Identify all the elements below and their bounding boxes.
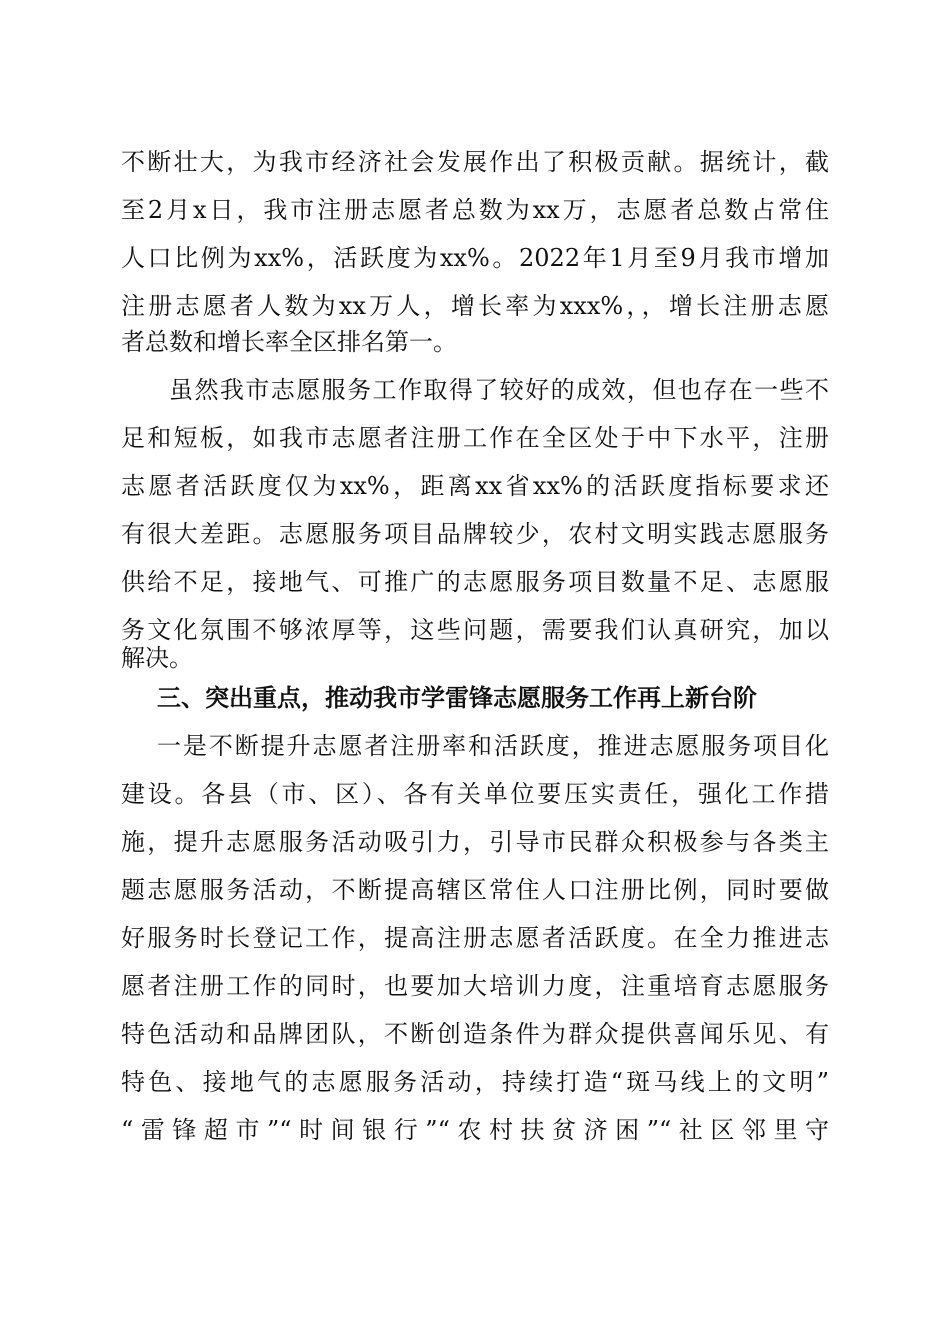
paragraph-line: 特色活动和品牌团队，不断创造条件为群众提供喜闻乐见、有 [121, 1020, 829, 1048]
paragraph-line: 志愿者活跃度仅为xx%，距离xx省xx%的活跃度指标要求还 [121, 472, 829, 500]
paragraph-line: 务文化氛围不够浓厚等，这些问题，需要我们认真研究，加以 [121, 616, 829, 644]
paragraph-line: 虽然我市志愿服务工作取得了较好的成效，但也存在一些不 [169, 376, 829, 404]
paragraph-line: 一是不断提升志愿者注册率和活跃度，推进志愿服务项目化 [157, 732, 829, 760]
paragraph-line: 人口比例为xx%，活跃度为xx%。2022年1月至9月我市增加 [121, 244, 829, 272]
section-heading: 三、突出重点，推动我市学雷锋志愿服务工作再上新台阶 [157, 684, 757, 712]
paragraph-line: 有很大差距。志愿服务项目品牌较少，农村文明实践志愿服务 [121, 520, 829, 548]
paragraph-line: “雷锋超市”“时间银行”“农村扶贫济困”“社区邻里守 [121, 1116, 829, 1144]
paragraph-line: 注册志愿者人数为xx万人，增长率为xxx%，，增长注册志愿 [121, 292, 829, 320]
paragraph-line: 足和短板，如我市志愿者注册工作在全区处于中下水平，注册 [121, 424, 829, 452]
paragraph-line: 题志愿服务活动，不断提高辖区常住人口注册比例，同时要做 [121, 876, 829, 904]
paragraph-line: 不断壮大，为我市经济社会发展作出了积极贡献。据统计，截 [121, 148, 829, 176]
paragraph-line: 者总数和增长率全区排名第一。 [121, 328, 457, 356]
paragraph-line: 好服务时长登记工作，提高注册志愿者活跃度。在全力推进志 [121, 924, 829, 952]
paragraph-line: 建设。各县（市、区）、各有关单位要压实责任，强化工作措 [121, 780, 829, 808]
paragraph-line: 供给不足，接地气、可推广的志愿服务项目数量不足、志愿服 [121, 568, 829, 596]
paragraph-line: 解决。 [121, 644, 193, 672]
paragraph-line: 特色、接地气的志愿服务活动，持续打造“斑马线上的文明” [121, 1068, 829, 1096]
paragraph-line: 愿者注册工作的同时，也要加大培训力度，注重培育志愿服务 [121, 972, 829, 1000]
paragraph-line: 至2月x日，我市注册志愿者总数为xx万，志愿者总数占常住 [121, 196, 829, 224]
paragraph-line: 施，提升志愿服务活动吸引力，引导市民群众积极参与各类主 [121, 828, 829, 856]
